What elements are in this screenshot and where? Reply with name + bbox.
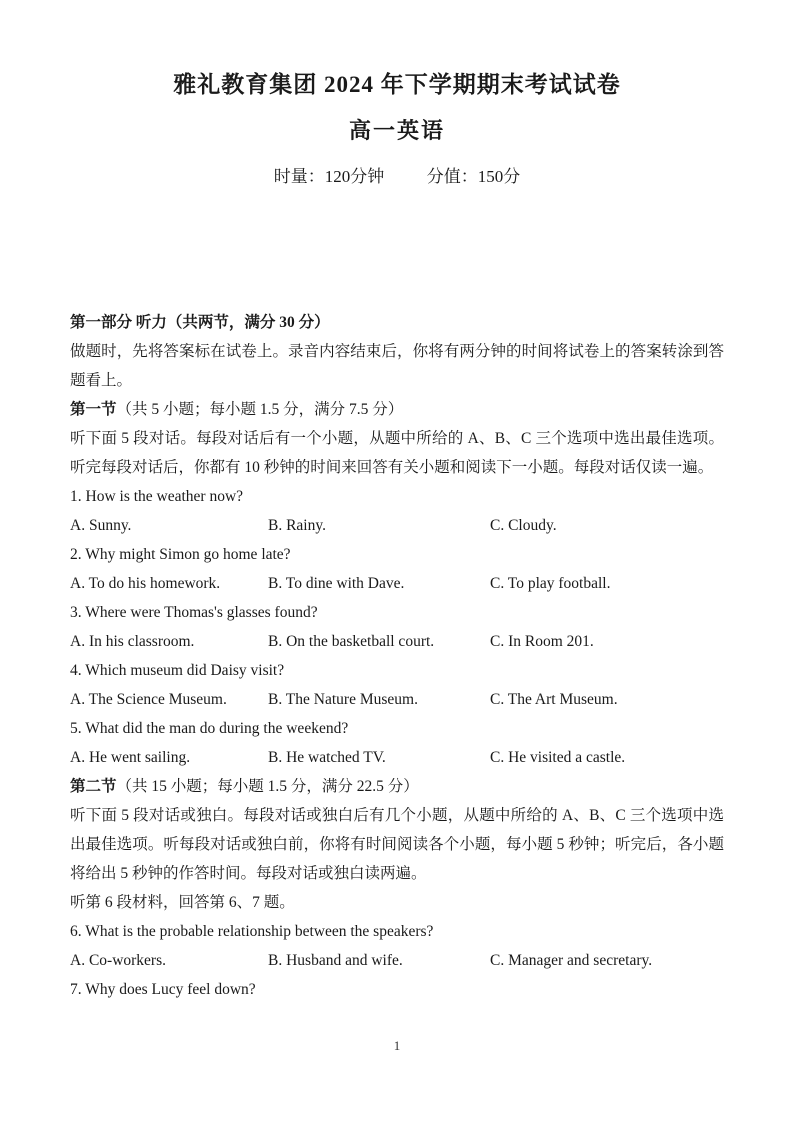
question-text: 4. Which museum did Daisy visit? <box>70 662 285 679</box>
part1-heading: 第一部分 听力（共两节，满分 30 分） <box>70 314 330 331</box>
section1-heading <box>70 395 724 424</box>
question-5 <box>70 714 724 772</box>
question-7 <box>70 975 724 1004</box>
exam-meta <box>0 162 794 187</box>
question-3 <box>70 598 724 656</box>
question-text: 7. Why does Lucy feel down? <box>70 981 256 998</box>
option-c: C. He visited a castle. <box>490 749 626 766</box>
question-text: 6. What is the probable relationship between the speakers? <box>70 923 434 940</box>
exam-duration: 时量：120分钟 <box>273 167 385 186</box>
option-b: B. On the basketball court. <box>268 633 435 650</box>
question-text: 5. What did the man do during the weekend? <box>70 720 349 737</box>
exam-score: 分值：150分 <box>426 167 521 186</box>
section1-label-rest: （共 5 小题；每小题 1.5 分，满分 7.5 分） <box>116 401 404 418</box>
page-number: 1 <box>393 1038 401 1053</box>
material-note: 听第 6 段材料，回答第 6、7 题。 <box>70 894 295 911</box>
question-6 <box>70 917 724 975</box>
question-options <box>70 946 724 975</box>
question-options <box>70 569 724 598</box>
option-b: B. To dine with Dave. <box>268 575 405 592</box>
option-a: A. Sunny. <box>70 517 132 534</box>
section1-label: 第一节 <box>70 401 117 418</box>
exam-body <box>70 308 724 1004</box>
question-1 <box>70 482 724 540</box>
option-c: C. Manager and secretary. <box>490 952 653 969</box>
option-a: A. He went sailing. <box>70 749 191 766</box>
option-b: B. Rainy. <box>268 517 326 534</box>
section2-heading <box>70 772 724 801</box>
document-header <box>0 0 794 187</box>
option-b: B. Husband and wife. <box>268 952 403 969</box>
question-text: 1. How is the weather now? <box>70 488 244 505</box>
section2-label: 第二节 <box>70 778 117 795</box>
question-options <box>70 627 724 656</box>
option-c: C. Cloudy. <box>490 517 557 534</box>
section1-instructions: 听下面 5 段对话。每段对话后有一个小题，从题中所给的 A、B、C 三个选项中选出最佳选项。听完每段对话后，你都有 10 秒钟的时间来回答有关小题和阅读下一小题。每段对话仅读一遍。 <box>70 430 724 476</box>
subject-title: 高一英语 <box>348 118 445 143</box>
section2-label-rest: （共 15 小题；每小题 1.5 分，满分 22.5 分） <box>116 778 419 795</box>
question-text: 3. Where were Thomas's glasses found? <box>70 604 318 621</box>
question-options <box>70 743 724 772</box>
question-options <box>70 685 724 714</box>
option-a: A. In his classroom. <box>70 633 195 650</box>
section2-instructions: 听下面 5 段对话或独白。每段对话或独白后有几个小题，从题中所给的 A、B、C 三个选项中选出最佳选项。听每段对话或独白前，你将有时间阅读各个小题，每小题 5 秒钟；听完后，各小题将给出 5 秒钟的作答时间。每段对话或独白读两遍。 <box>70 807 724 882</box>
option-b: B. He watched TV. <box>268 749 386 766</box>
option-b: B. The Nature Museum. <box>268 691 418 708</box>
question-4 <box>70 656 724 714</box>
option-c: C. The Art Museum. <box>490 691 618 708</box>
question-2 <box>70 540 724 598</box>
question-text: 2. Why might Simon go home late? <box>70 546 291 563</box>
option-a: A. To do his homework. <box>70 575 221 592</box>
option-a: A. Co-workers. <box>70 952 166 969</box>
part1-intro: 做题时，先将答案标在试卷上。录音内容结束后，你将有两分钟的时间将试卷上的答案转涂到答题看上。 <box>70 343 724 389</box>
question-options <box>70 511 724 540</box>
option-c: C. To play football. <box>490 575 611 592</box>
option-c: C. In Room 201. <box>490 633 594 650</box>
option-a: A. The Science Museum. <box>70 691 227 708</box>
page-title: 雅礼教育集团 2024 年下学期期末考试试卷 <box>173 72 621 97</box>
